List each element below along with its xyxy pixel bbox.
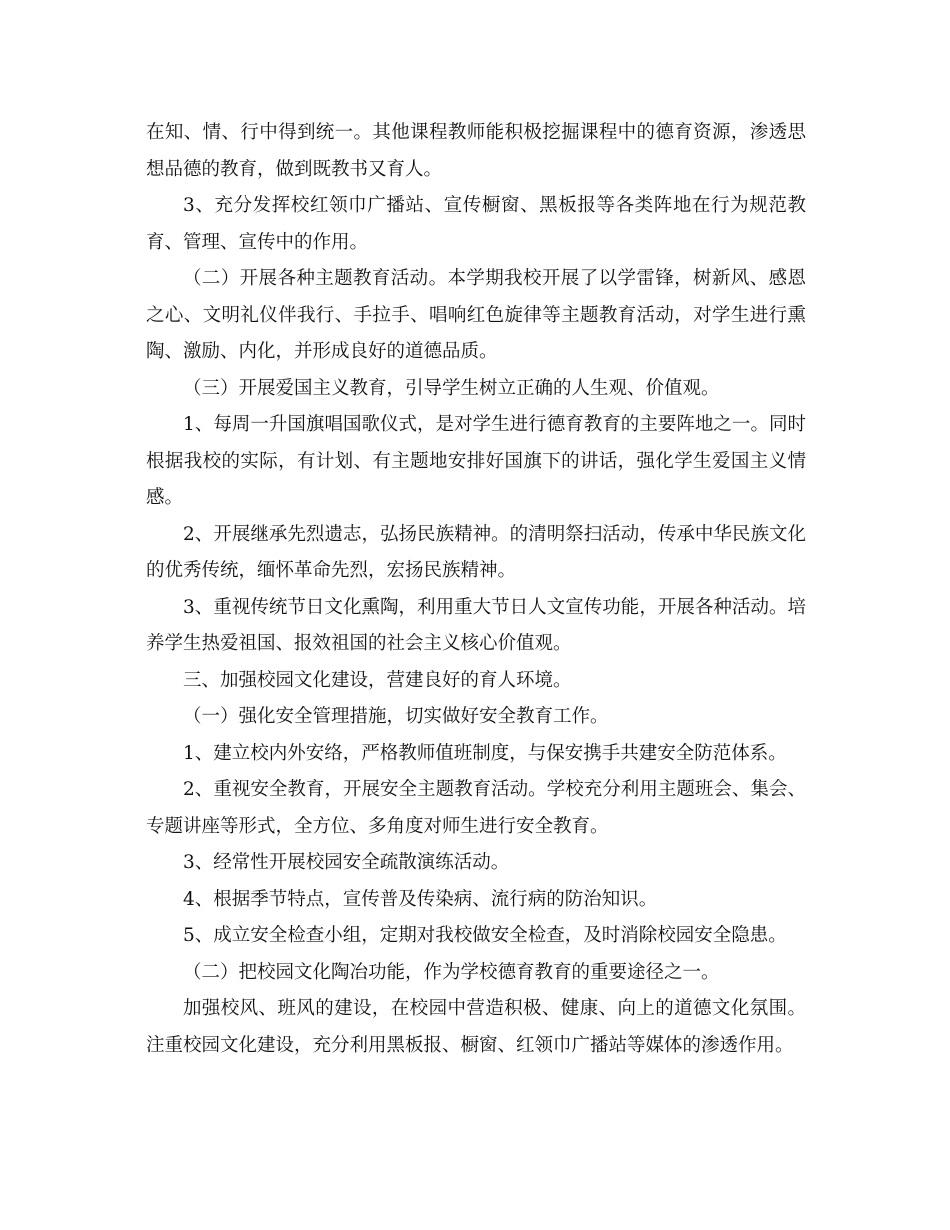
section-heading: 三、加强校园文化建设，营建良好的育人环境。 xyxy=(183,669,572,691)
subsection-heading: （二）把校园文化陶冶功能，作为学校德育教育的重要途径之一。 xyxy=(183,961,720,983)
list-item: 3、经常性开展校园安全疏散演练活动。 xyxy=(183,852,510,873)
paragraph: （二）开展各种主题教育活动。本学期我校开展了以学雷锋，树新风、感恩之心、文明礼仪伴我行、手拉手、唱响红色旋律等主题教育活动，对学生进行熏陶、激励、内化，并形成良好的道德品质。 xyxy=(146,268,806,362)
paragraph: 2、开展继承先烈遗志，弘扬民族精神。的清明祭扫活动，传承中华民族文化的优秀传统，缅怀革命先烈，宏扬民族精神。 xyxy=(146,523,806,581)
subsection-heading: （一）强化安全管理措施，切实做好安全教育工作。 xyxy=(183,706,609,727)
list-item: 4、根据季节特点，宣传普及传染病、流行病的防治知识。 xyxy=(183,888,658,910)
paragraph: 3、充分发挥校红领巾广播站、宣传橱窗、黑板报等各类阵地在行为规范教育、管理、宣传中的作用。 xyxy=(146,195,806,253)
paragraph: 1、每周一升国旗唱国歌仪式，是对学生进行德育教育的主要阵地之一。同时根据我校的实际，有计划、有主题地安排好国旗下的讲话，强化学生爱国主义情感。 xyxy=(146,414,806,508)
list-item: 2、重视安全教育，开展安全主题教育活动。学校充分利用主题班会、集会、专题讲座等形式，全方位、多角度对师生进行安全教育。 xyxy=(146,779,806,837)
paragraph: 加强校风、班风的建设，在校园中营造积极、健康、向上的道德文化氛围。注重校园文化建设，充分利用黑板报、橱窗、红领巾广播站等媒体的渗透作用。 xyxy=(146,998,806,1056)
paragraph: 在知、情、行中得到统一。其他课程教师能积极挖掘课程中的德育资源，渗透思想品德的教育，做到既教书又育人。 xyxy=(146,122,806,180)
document-page xyxy=(146,115,806,1064)
list-item: 1、建立校内外安络，严格教师值班制度，与保安携手共建安全防范体系。 xyxy=(183,742,787,764)
paragraph: 3、重视传统节日文化熏陶，利用重大节日人文宣传功能，开展各种活动。培养学生热爱祖国、报效祖国的社会主义核心价值观。 xyxy=(146,596,806,654)
paragraph: （三）开展爱国主义教育，引导学生树立正确的人生观、价值观。 xyxy=(183,377,720,399)
list-item: 5、成立安全检查小组，定期对我校做安全检查，及时消除校园安全隐患。 xyxy=(183,925,787,946)
